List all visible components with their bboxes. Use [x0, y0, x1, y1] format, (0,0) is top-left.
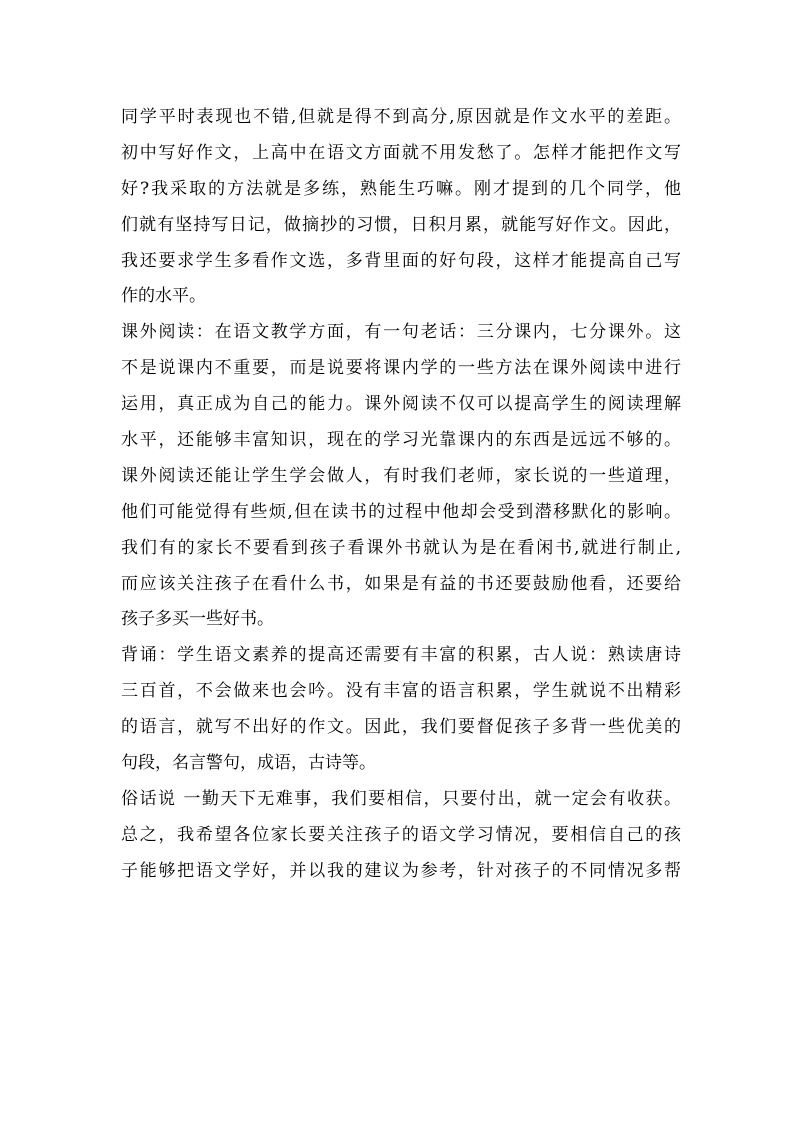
text-line: 水平，还能够丰富知识，现在的学习光靠课内的东西是远远不够的。 [121, 430, 681, 451]
text-line: 俗话说 一勤天下无难事，我们要相信，只要付出，就一定会有收获。 [121, 788, 681, 809]
text-line: 子能够把语文学好，并以我的建议为参考，针对孩子的不同情况多帮 [121, 860, 681, 881]
text-line: 不是说课内不重要，而是说要将课内学的一些方法在课外阅读中进行 [121, 358, 681, 379]
text-line: 运用，真正成为自己的能力。课外阅读不仅可以提高学生的阅读理解 [121, 394, 681, 415]
text-line: 句段，名言警句，成语，古诗等。 [121, 753, 376, 774]
text-line: 三百首，不会做来也会吟。没有丰富的语言积累，学生就说不出精彩 [121, 681, 681, 702]
body-text [121, 100, 681, 890]
text-line: 的语言，就写不出好的作文。因此，我们要督促孩子多背一些优美的 [121, 717, 681, 738]
text-line: 好?我采取的方法就是多练，熟能生巧嘛。刚才提到的几个同学，他 [121, 178, 681, 199]
text-line: 我们有的家长不要看到孩子看课外书就认为是在看闲书,就进行制止, [121, 537, 681, 558]
text-line: 课外阅读还能让学生学会做人，有时我们老师，家长说的一些道理， [121, 465, 681, 486]
text-line: 而应该关注孩子在看什么书，如果是有益的书还要鼓励他看，还要给 [121, 573, 681, 594]
text-line: 孩子多买一些好书。 [121, 609, 274, 630]
text-line: 们就有坚持写日记，做摘抄的习惯，日积月累，就能写好作文。因此， [121, 214, 681, 235]
text-line: 课外阅读：在语文教学方面，有一句老话：三分课内，七分课外。这 [121, 322, 681, 343]
text-line: 他们可能觉得有些烦,但在读书的过程中他却会受到潜移默化的影响。 [121, 501, 681, 522]
text-line: 作的水平。 [121, 286, 206, 307]
text-line: 总之，我希望各位家长要关注孩子的语文学习情况，要相信自己的孩 [121, 824, 681, 845]
text-line: 初中写好作文，上高中在语文方面就不用发愁了。怎样才能把作文写 [121, 142, 681, 163]
text-line: 背诵：学生语文素养的提高还需要有丰富的积累，古人说：熟读唐诗 [121, 645, 681, 666]
text-line: 同学平时表现也不错,但就是得不到高分,原因就是作文水平的差距。 [121, 107, 681, 127]
text-line: 我还要求学生多看作文选，多背里面的好句段，这样才能提高自己写 [121, 250, 681, 271]
